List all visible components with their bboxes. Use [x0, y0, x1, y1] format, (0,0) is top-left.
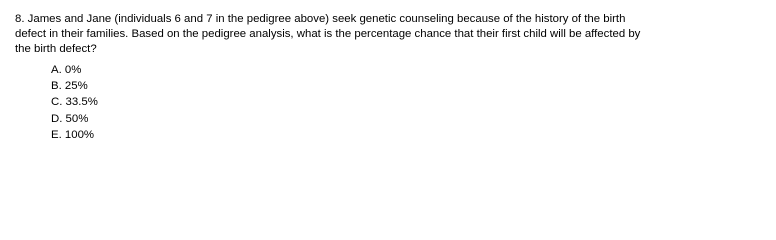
- question-line: the birth defect?: [15, 43, 97, 55]
- option-b: B. 25%: [51, 80, 88, 93]
- option-e: E. 100%: [51, 128, 95, 141]
- question-text: [15, 12, 765, 57]
- answer-options: [51, 62, 98, 143]
- question-line: defect in their families. Based on the pedigree analysis, what is the percentage chance that their first child will be affected by: [15, 28, 641, 40]
- option-a: A. 0%: [51, 64, 82, 76]
- question-line: 8. James and Jane (individuals 6 and 7 in the pedigree above) seek genetic counseling because of the history of the birth: [15, 13, 626, 25]
- option-c: C. 33.5%: [51, 96, 98, 109]
- option-d: D. 50%: [51, 112, 89, 125]
